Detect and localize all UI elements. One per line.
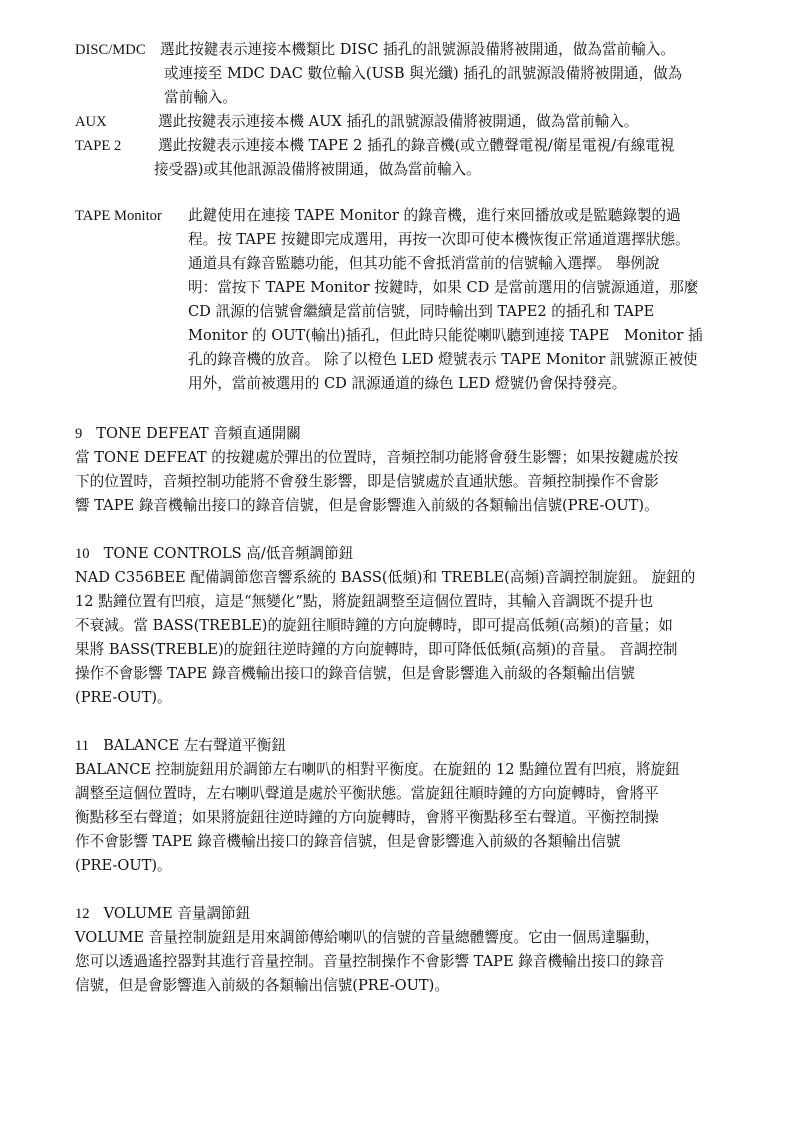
paragraph-line: VOLUME 音量控制旋鈕是用來調節傳給喇叭的信號的音量總體響度。它由一個馬達驅動， bbox=[75, 929, 660, 946]
paragraph-line: 信號，但是會影響進入前級的各類輸出信號(PRE-OUT)。 bbox=[75, 977, 449, 994]
desc-line: 明：當按下 TAPE Monitor 按鍵時，如果 CD 是當前選用的信號源通道，那麼 bbox=[188, 279, 699, 296]
section-heading bbox=[75, 902, 725, 926]
definition-tape2 bbox=[75, 134, 725, 182]
desc-line: 用外，當前被選用的 CD 訊源通道的綠色 LED 燈號仍會保持發亮。 bbox=[188, 375, 627, 392]
section-tone-controls bbox=[75, 542, 725, 710]
term-tape-monitor: TAPE Monitor bbox=[75, 208, 162, 224]
paragraph-line: 衡點移至右聲道；如果將旋鈕往逆時鐘的方向旋轉時，會將平衡點移至右聲道。平衡控制操 bbox=[75, 809, 659, 826]
paragraph-line: 當 TONE DEFEAT 的按鍵處於彈出的位置時，音頻控制功能將會發生影響；如果按鍵處於按 bbox=[75, 449, 679, 466]
section-title: TONE DEFEAT 音頻直通開關 bbox=[96, 425, 301, 442]
section-heading bbox=[75, 422, 725, 446]
term-aux: AUX bbox=[75, 114, 107, 130]
section-title: TONE CONTROLS 高/低音頻調節鈕 bbox=[103, 545, 354, 562]
section-number: 11 bbox=[75, 738, 90, 754]
definition-aux bbox=[75, 110, 725, 134]
manual-page bbox=[75, 38, 725, 998]
section-heading bbox=[75, 542, 725, 566]
paragraph-line: 作不會影響 TAPE 錄音機輸出接口的錄音信號，但是會影響進入前級的各類輸出信號 bbox=[75, 833, 621, 850]
paragraph-line: 下的位置時，音頻控制功能將不會發生影響，即是信號處於直通狀態。音頻控制操作不會影 bbox=[75, 473, 659, 490]
desc-line: 選此按鍵表示連接本機類比 DISC 插孔的訊號源設備將被開通，做為當前輸入。 bbox=[160, 41, 675, 58]
term-disc-mdc: DISC/MDC bbox=[75, 42, 146, 58]
paragraph-line: 調整至這個位置時，左右喇叭聲道是處於平衡狀態。當旋鈕往順時鐘的方向旋轉時，會將平 bbox=[75, 785, 659, 802]
desc-line: CD 訊源的信號會繼續是當前信號，同時輸出到 TAPE2 的插孔和 TAPE bbox=[188, 303, 655, 320]
definition-disc-mdc bbox=[75, 38, 725, 110]
paragraph-line: 您可以透過遙控器對其進行音量控制。音量控制操作不會影響 TAPE 錄音機輸出接口的錄音 bbox=[75, 953, 665, 970]
desc-line: 程。按 TAPE 按鍵即完成選用，再按一次即可使本機恢復正常通道選擇狀態。 bbox=[188, 231, 690, 248]
section-volume bbox=[75, 902, 725, 998]
desc-line: 接受器)或其他訊源設備將被開通，做為當前輸入。 bbox=[154, 161, 481, 178]
desc-line: Monitor 的 OUT(輸出)插孔，但此時只能從喇叭聽到連接 TAPE Monitor 插 bbox=[188, 327, 703, 344]
section-tone-defeat bbox=[75, 422, 725, 518]
desc-line: 此鍵使用在連接 TAPE Monitor 的錄音機，進行來回播放或是監聽錄製的過 bbox=[188, 207, 681, 224]
section-number: 12 bbox=[75, 906, 90, 922]
desc-line: 孔的錄音機的放音。 除了以橙色 LED 燈號表示 TAPE Monitor 訊號源正被使 bbox=[188, 351, 698, 368]
desc-line: 當前輸入。 bbox=[164, 89, 237, 106]
paragraph-line: 果將 BASS(TREBLE)的旋鈕往逆時鐘的方向旋轉時，即可降低低頻(高頻)的音量。 音調控制 bbox=[75, 641, 678, 658]
desc-line: 選此按鍵表示連接本機 AUX 插孔的訊號源設備將被開通，做為當前輸入。 bbox=[158, 113, 639, 130]
section-title: BALANCE 左右聲道平衡鈕 bbox=[103, 737, 286, 754]
section-number: 10 bbox=[75, 546, 90, 562]
section-number: 9 bbox=[75, 426, 83, 442]
paragraph-line: 12 點鐘位置有凹痕，這是“無變化”點，將旋鈕調整至這個位置時，其輸入音調既不提升也 bbox=[75, 593, 654, 610]
paragraph-line: 響 TAPE 錄音機輸出接口的錄音信號，但是會影響進入前級的各類輸出信號(PRE-OUT)。 bbox=[75, 497, 659, 514]
paragraph-line: (PRE-OUT)。 bbox=[75, 857, 172, 874]
section-title: VOLUME 音量調節鈕 bbox=[103, 905, 251, 922]
paragraph-line: (PRE-OUT)。 bbox=[75, 689, 172, 706]
paragraph-line: 操作不會影響 TAPE 錄音機輸出接口的錄音信號，但是會影響進入前級的各類輸出信號 bbox=[75, 665, 636, 682]
definition-tape-monitor bbox=[75, 204, 725, 396]
term-tape2: TAPE 2 bbox=[75, 138, 122, 154]
desc-line: 或連接至 MDC DAC 數位輸入(USB 與光纖) 插孔的訊號源設備將被開通，做為 bbox=[164, 65, 683, 82]
paragraph-line: BALANCE 控制旋鈕用於調節左右喇叭的相對平衡度。在旋鈕的 12 點鐘位置有凹痕，將旋鈕 bbox=[75, 761, 680, 778]
paragraph-line: 不衰減。當 BASS(TREBLE)的旋鈕往順時鐘的方向旋轉時，即可提高低頻(高頻)的音量；如 bbox=[75, 617, 673, 634]
paragraph-line: NAD C356BEE 配備調節您音響系統的 BASS(低頻)和 TREBLE(高頻)音調控制旋鈕。 旋鈕的 bbox=[75, 569, 696, 586]
desc-line: 通道具有錄音監聽功能，但其功能不會抵消當前的信號輸入選擇。 舉例說 bbox=[188, 255, 660, 272]
desc-line: 選此按鍵表示連接本機 TAPE 2 插孔的錄音機(或立體聲電視/衛星電視/有線電視 bbox=[158, 137, 675, 154]
section-balance bbox=[75, 734, 725, 878]
section-heading bbox=[75, 734, 725, 758]
